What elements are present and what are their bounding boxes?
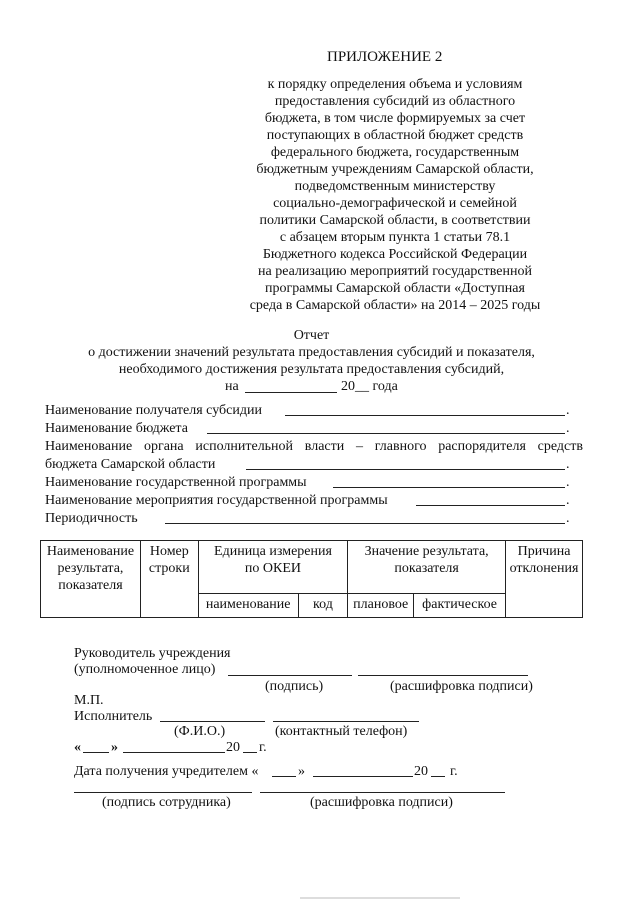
periodicity-blank[interactable] [165,523,565,524]
report-subtitle-1: о достижении значений результата предоставления субсидий и показателя, [88,345,535,360]
appendix-line: с абзацем вторым пункта 1 статьи 78.1 [279,230,511,245]
end-dot: . [566,457,570,472]
header-text: Причина [517,544,571,559]
budget-label: Наименование бюджета [45,421,188,436]
header-text: показателя [394,561,459,576]
event-label: Наименование мероприятия государственной программы [45,493,388,508]
appendix-line: социально-демографической и семейной [273,196,517,211]
end-dot: . [566,475,570,490]
subheader-unit-name: наименование [198,594,298,618]
col-header-row-number [140,541,198,618]
program-blank[interactable] [333,487,565,488]
decode-caption: (расшифровка подписи) [390,679,533,694]
header-text: по ОКЕИ [244,561,302,576]
executor-phone-blank[interactable] [273,721,419,722]
received-year-suffix: г. [450,764,458,779]
event-blank[interactable] [416,505,565,506]
subheader-unit-code: код [298,594,348,618]
appendix-title: ПРИЛОЖЕНИЕ 2 [327,49,443,65]
col-header-value [348,541,506,594]
report-date-year: 20__ года [341,379,398,394]
header-text: Единица измерения [214,544,332,559]
signature-caption: (подпись) [265,679,324,694]
received-day-blank[interactable] [272,776,296,777]
date-open-quote: « [74,740,81,755]
received-year-blank[interactable] [431,776,445,777]
appendix-line: на реализацию мероприятий государственной [258,264,532,279]
end-dot: . [566,511,570,526]
report-table [40,540,583,618]
employee-decode-blank[interactable] [260,792,505,793]
appendix-line: программы Самарской области «Доступная [265,281,525,296]
appendix-line: к порядку определения объема и условиям [267,77,523,92]
scan-artifact [300,897,460,899]
fio-caption: (Ф.И.О.) [174,724,226,739]
header-text: Номер [149,544,189,559]
appendix-line: подведомственным министерству [294,179,496,194]
header-text: показателя [58,578,123,593]
date-close-quote: » [111,740,118,755]
budget-blank[interactable] [207,433,565,434]
periodicity-label: Периодичность [45,511,138,526]
authority-label-2: бюджета Самарской области [45,457,216,472]
executor-fio-blank[interactable] [160,721,265,722]
header-text: отклонения [509,561,579,576]
received-year: 20 [414,764,428,779]
header-text: строки [148,561,190,576]
recipient-label: Наименование получателя субсидии [45,403,262,418]
authority-blank[interactable] [246,469,565,470]
subheader-actual: фактическое [414,594,506,618]
authority-label-1: Наименование органа исполнительной власти – главного распорядителя средств [45,439,583,454]
received-close: » [298,764,305,779]
program-label: Наименование государственной программы [45,475,307,490]
appendix-line: среда в Самарской области» на 2014 – 2025 годы [249,298,541,313]
col-header-result-name [41,541,141,618]
appendix-description [225,76,565,314]
subheader-planned: плановое [348,594,414,618]
report-subtitle-2: необходимого достижения результата предоставления субсидий, [118,362,505,377]
date-month-blank[interactable] [123,752,225,753]
col-header-deviation [506,541,583,618]
header-text: Значение результата, [364,544,489,559]
employee-signature-blank[interactable] [74,792,252,793]
appendix-line: Бюджетного кодекса Российской Федерации [262,247,528,262]
date-year-blank[interactable] [243,752,257,753]
appendix-line: бюджетным учреждениям Самарской области, [256,162,534,177]
header-text: результата, [57,561,124,576]
date-day-blank[interactable] [83,752,109,753]
employee-decode-caption: (расшифровка подписи) [310,795,453,810]
head-label-1: Руководитель учреждения [74,646,231,661]
appendix-line: бюджета, в том числе формируемых за счет [264,111,526,126]
appendix-line: поступающих в областной бюджет средств [266,128,524,143]
employee-sign-caption: (подпись сотрудника) [102,795,231,810]
end-dot: . [566,403,570,418]
head-signature-blank[interactable] [228,675,352,676]
head-label-2: (уполномоченное лицо) [74,662,216,677]
received-prefix: Дата получения учредителем « [74,764,259,779]
received-month-blank[interactable] [313,776,413,777]
seal-label: М.П. [74,693,104,708]
appendix-line: предоставления субсидий из областного [274,94,516,109]
appendix-line: федерального бюджета, государственным [270,145,520,160]
appendix-line: политики Самарской области, в соответствии [259,213,531,228]
date-year: 20 [226,740,240,755]
phone-caption: (контактный телефон) [275,724,408,739]
end-dot: . [566,421,570,436]
header-text: Наименование [46,544,135,559]
col-header-unit [198,541,348,594]
executor-label: Исполнитель [74,709,153,724]
date-year-suffix: г. [259,740,267,755]
report-title: Отчет [293,328,330,343]
recipient-blank[interactable] [285,415,565,416]
end-dot: . [566,493,570,508]
report-heading [40,327,583,378]
report-date-prefix: на [225,379,239,394]
report-date-blank[interactable] [245,392,337,393]
head-decode-blank[interactable] [358,675,528,676]
